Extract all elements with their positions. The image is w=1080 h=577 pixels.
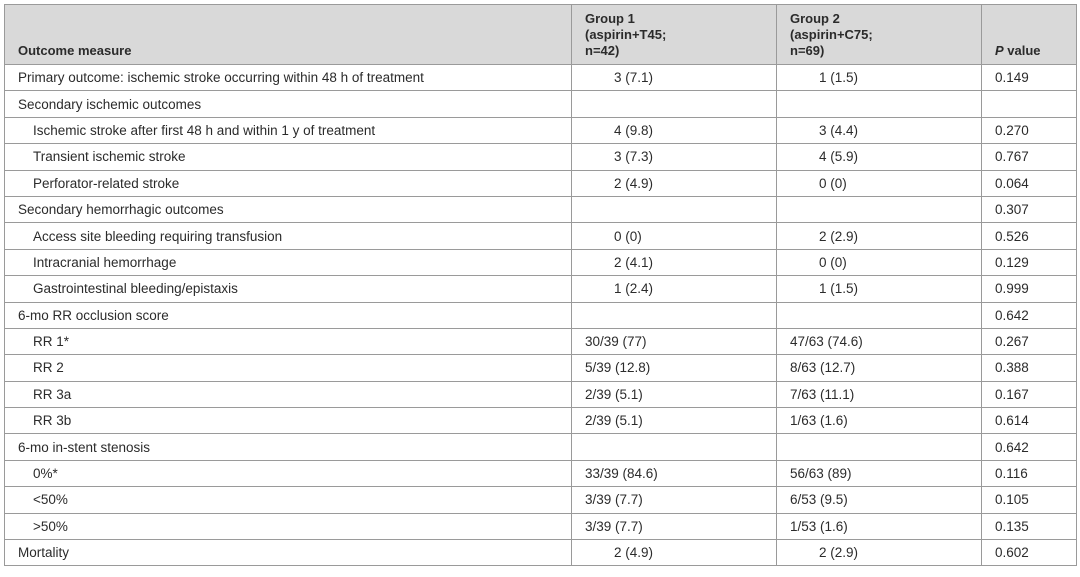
row-label: Access site bleeding requiring transfusion: [5, 223, 572, 249]
table-row: [5, 381, 1077, 407]
table-row: [5, 117, 1077, 143]
row-label: Mortality: [5, 540, 572, 566]
cell-group2: [777, 91, 982, 117]
row-label: Secondary hemorrhagic outcomes: [5, 196, 572, 222]
cell-group1: [572, 196, 777, 222]
cell-group2: [777, 434, 982, 460]
header-p-value: [982, 5, 1077, 65]
cell-p-value: 0.149: [982, 65, 1077, 91]
cell-group1: 3 (7.1): [572, 65, 777, 91]
cell-p-value: 0.614: [982, 408, 1077, 434]
cell-group1: 2/39 (5.1): [572, 408, 777, 434]
header-group2-line2: (aspirin+C75;: [790, 27, 873, 42]
cell-p-value: 0.388: [982, 355, 1077, 381]
cell-p-value: 0.602: [982, 540, 1077, 566]
row-label: <50%: [5, 487, 572, 513]
cell-group1: 1 (2.4): [572, 276, 777, 302]
cell-group2: [777, 196, 982, 222]
header-group1: [572, 5, 777, 65]
cell-group1: 0 (0): [572, 223, 777, 249]
table-row: [5, 355, 1077, 381]
cell-p-value: 0.167: [982, 381, 1077, 407]
cell-group2: 1/63 (1.6): [777, 408, 982, 434]
table-row: [5, 91, 1077, 117]
row-label: RR 2: [5, 355, 572, 381]
row-label: Ischemic stroke after first 48 h and within 1 y of treatment: [5, 117, 572, 143]
table-row: [5, 487, 1077, 513]
cell-group2: 7/63 (11.1): [777, 381, 982, 407]
outcomes-table: [4, 4, 1077, 566]
table-row: [5, 302, 1077, 328]
header-row: [5, 5, 1077, 65]
table-row: [5, 408, 1077, 434]
row-label: RR 1*: [5, 328, 572, 354]
cell-group2: 3 (4.4): [777, 117, 982, 143]
table-row: [5, 196, 1077, 222]
row-label: Primary outcome: ischemic stroke occurring within 48 h of treatment: [5, 65, 572, 91]
cell-group1: 2/39 (5.1): [572, 381, 777, 407]
cell-group2: 0 (0): [777, 170, 982, 196]
row-label: Transient ischemic stroke: [5, 144, 572, 170]
table-row: [5, 460, 1077, 486]
cell-p-value: [982, 91, 1077, 117]
header-group1-line3: n=42): [585, 43, 620, 58]
cell-group1: 3/39 (7.7): [572, 487, 777, 513]
cell-group1: [572, 91, 777, 117]
row-label: 6-mo in-stent stenosis: [5, 434, 572, 460]
cell-p-value: 0.642: [982, 434, 1077, 460]
table-row: [5, 249, 1077, 275]
cell-group2: 6/53 (9.5): [777, 487, 982, 513]
table-body: [5, 65, 1077, 566]
cell-group2: 8/63 (12.7): [777, 355, 982, 381]
cell-group1: [572, 302, 777, 328]
cell-group1: 4 (9.8): [572, 117, 777, 143]
cell-group2: 4 (5.9): [777, 144, 982, 170]
cell-p-value: 0.999: [982, 276, 1077, 302]
row-label: Perforator-related stroke: [5, 170, 572, 196]
row-label: 0%*: [5, 460, 572, 486]
header-p-letter: P: [995, 43, 1004, 58]
row-label: Intracranial hemorrhage: [5, 249, 572, 275]
table-header: [5, 5, 1077, 65]
cell-group1: 30/39 (77): [572, 328, 777, 354]
table-row: [5, 144, 1077, 170]
cell-p-value: 0.307: [982, 196, 1077, 222]
cell-p-value: 0.116: [982, 460, 1077, 486]
header-group2-line1: Group 2: [790, 11, 840, 26]
cell-group1: 2 (4.9): [572, 540, 777, 566]
cell-group1: [572, 434, 777, 460]
header-outcome-measure: Outcome measure: [5, 5, 572, 65]
table-row: [5, 170, 1077, 196]
cell-p-value: 0.270: [982, 117, 1077, 143]
table-row: [5, 223, 1077, 249]
header-p-rest: value: [1003, 43, 1041, 58]
cell-group1: 5/39 (12.8): [572, 355, 777, 381]
table-row: [5, 513, 1077, 539]
header-group1-line2: (aspirin+T45;: [585, 27, 667, 42]
cell-group2: 47/63 (74.6): [777, 328, 982, 354]
cell-group1: 2 (4.1): [572, 249, 777, 275]
cell-p-value: 0.064: [982, 170, 1077, 196]
cell-p-value: 0.526: [982, 223, 1077, 249]
cell-p-value: 0.105: [982, 487, 1077, 513]
cell-p-value: 0.642: [982, 302, 1077, 328]
table-row: [5, 65, 1077, 91]
cell-group2: 0 (0): [777, 249, 982, 275]
cell-group2: 2 (2.9): [777, 540, 982, 566]
cell-p-value: 0.767: [982, 144, 1077, 170]
cell-group1: 3/39 (7.7): [572, 513, 777, 539]
row-label: RR 3a: [5, 381, 572, 407]
cell-group2: 1 (1.5): [777, 65, 982, 91]
header-group2-line3: n=69): [790, 43, 825, 58]
table-row: [5, 328, 1077, 354]
row-label: 6-mo RR occlusion score: [5, 302, 572, 328]
cell-p-value: 0.129: [982, 249, 1077, 275]
row-label: >50%: [5, 513, 572, 539]
cell-group2: 2 (2.9): [777, 223, 982, 249]
table-row: [5, 434, 1077, 460]
outcomes-table-container: [4, 4, 1076, 566]
header-group1-line1: Group 1: [585, 11, 635, 26]
cell-group1: 3 (7.3): [572, 144, 777, 170]
cell-group2: 1 (1.5): [777, 276, 982, 302]
table-row: [5, 540, 1077, 566]
cell-group2: [777, 302, 982, 328]
cell-p-value: 0.267: [982, 328, 1077, 354]
cell-group2: 56/63 (89): [777, 460, 982, 486]
cell-group2: 1/53 (1.6): [777, 513, 982, 539]
row-label: RR 3b: [5, 408, 572, 434]
cell-group1: 2 (4.9): [572, 170, 777, 196]
row-label: Secondary ischemic outcomes: [5, 91, 572, 117]
cell-group1: 33/39 (84.6): [572, 460, 777, 486]
table-row: [5, 276, 1077, 302]
header-group2: [777, 5, 982, 65]
cell-p-value: 0.135: [982, 513, 1077, 539]
row-label: Gastrointestinal bleeding/epistaxis: [5, 276, 572, 302]
